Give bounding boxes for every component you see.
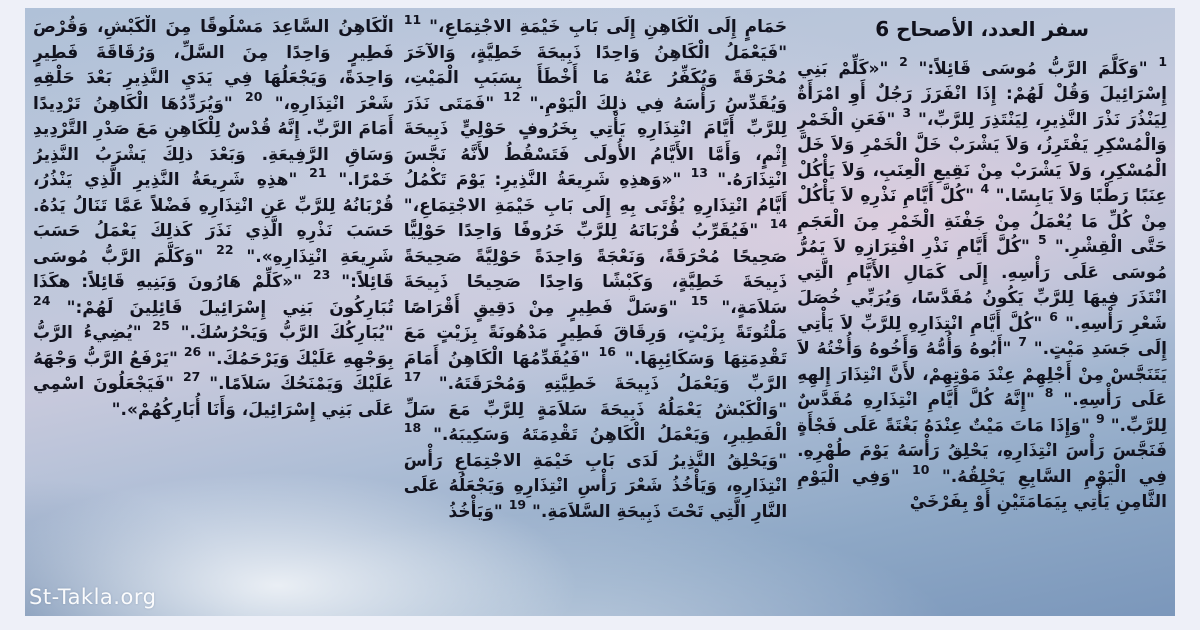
verse-number: 21 [309,165,327,181]
verse-number: 8 [1044,385,1054,401]
verses-left: الْكَاهِنُ السَّاعِدَ مَسْلُوقًا مِنَ الْكَبْشِ، وَقُرْصَ فَطِيرٍ وَاحِدًا مِنَ السَّلِّ، وَرُقَاقَةَ فَطِيرٍ وَاحِدَةً، وَيَجْعَلُهَا فِي يَدَيِ النَّذِيرِ بَعْدَ حَلْقِهِ شَعْرَ انْتِذَارِهِ،" $^{20}$ "وَيُرَدِّدُهَا الْكَاهِنُ تَرْدِيدًا أَمَامَ الرَّبِّ. إِنَّهُ قُدْسٌ لِلْكَاهِنِ مَعَ صَدْرِ التَّرْدِيدِ وَسَاقِ الرَّفِيعَةِ. وَبَعْدَ ذلِكَ يَشْرَبُ النَّذِيرُ خَمْرًا." $^{21}$ "هذِهِ شَرِيعَةُ النَّذِيرِ الَّذِي يَنْذُرُ، قُرْبَانُهُ لِلرَّبِّ عَنِ انْتِذَارِهِ فَضْلاً عَمَّا تَنَالُ يَدُهُ. حَسَبَ نَذْرِهِ الَّذِي نَذَرَ كَذلِكَ يَعْمَلُ حَسَبَ شَرِيعَةِ انْتِذَارِهِ»." $^{22}$ "وَكَلَّمَ الرَّبُّ مُوسَى قَائِلاً:" $^{23}$ "«كَلِّمْ هَارُونَ وَبَنِيهِ قَائِلاً: هكَذَا تُبَارِكُونَ بَنِي إِسْرَائِيلَ قَائِلِينَ لَهُمْ:" $^{24}$ "يُبَارِكُكَ الرَّبُّ وَيَحْرُسُكَ." $^{25}$ "يُضِيءُ الرَّبُّ بِوَجْهِهِ عَلَيْكَ وَيَرْحَمُكَ." $^{26}$ "يَرْفَعُ الرَّبُّ وَجْهَهُ عَلَيْكَ وَيَمْنَحُكَ سَلاَمًا." $^{27}$ "فَيَجْعَلُونَ اسْمِي عَلَى بَنِي إِسْرَائِيلَ، وَأَنَا أُبَارِكُهُمْ»." [33,17,394,420]
verse-number: 15 [690,292,709,308]
verse-number: 1 [1158,53,1167,69]
verse-number: 24 [33,292,51,308]
verse-number: 6 [1049,308,1058,324]
verse-number: 10 [912,461,930,477]
verse-number: 11 [403,15,422,28]
text-column-middle [404,15,787,606]
verse-number: 20 [245,88,263,104]
verse-number: 16 [598,343,616,359]
verse-number: 14 [769,216,788,232]
verse-number: 19 [508,496,527,512]
verses-middle: حَمَامٍ إِلَى الْكَاهِنِ إِلَى بَابِ خَيْمَةِ الاجْتِمَاعِ،" $^{11}$ "فَيَعْمَلُ الْكَاهِنُ وَاحِدًا ذَبِيحَةَ خَطِيَّةٍ، وَالآخَرَ مُحْرَقَةً وَيُكَفِّرُ عَنْهُ مَا أَخْطَأَ بِسَبَبِ الْمَيْتِ، وَيُقَدِّسُ رَأْسَهُ فِي ذلِكَ الْيَوْمِ." $^{12}$ "فَمَتَى نَذَرَ لِلرَّبِّ أَيَّامَ انْتِذَارِهِ يَأْتِي بِخَرُوفٍ حَوْلِيٍّ ذَبِيحَةَ إِثْمٍ، وَأَمَّا الأَيَّامُ الأُولَى فَتَسْقُطُ لأَنَّهُ نَجَّسَ انْتِذَارَهُ." $^{13}$ "«وَهذِهِ شَرِيعَةُ النَّذِيرِ: يَوْمَ تَكْمُلُ أَيَّامُ انْتِذَارِهِ يُؤْتَى بِهِ إِلَى بَابِ خَيْمَةِ الاجْتِمَاعِ،" $^{14}$ "فَيُقَرِّبُ قُرْبَانَهُ لِلرَّبِّ خَرُوفًا وَاحِدًا حَوْلِيًّا صَحِيحًا مُحْرَقَةً، وَنَعْجَةً وَاحِدَةً حَوْلِيَّةً صَحِيحَةً ذَبِيحَةَ خَطِيَّةٍ، وَكَبْشًا وَاحِدًا صَحِيحًا ذَبِيحَةَ سَلاَمَةٍ،" $^{15}$ "وَسَلَّ فَطِيرٍ مِنْ دَقِيقٍ أَقْرَاصًا مَلْتُوتَةً بِزَيْتٍ، وَرِقَاقَ فَطِيرٍ مَدْهُونَةً بِزَيْتٍ مَعَ تَقْدِمَتِهَا وَسَكَائِبِهَا." $^{16}$ "فَيُقَدِّمُهَا الْكَاهِنُ أَمَامَ الرَّبِّ وَيَعْمَلُ ذَبِيحَةَ خَطِيَّتِهِ وَمُحْرَقَتَهُ." $^{17}$ "وَالْكَبْشُ يَعْمَلُهُ ذَبِيحَةَ سَلاَمَةٍ لِلرَّبِّ مَعَ سَلِّ الْفَطِيرِ، وَيَعْمَلُ الْكَاهِنُ تَقْدِمَتَهُ وَسَكِيبَهُ." $^{18}$ "وَيَحْلِقُ النَّذِيرُ لَدَى بَابِ خَيْمَةِ الاجْتِمَاعِ رَأْسَ انْتِذَارِهِ، وَيَأْخُذُ شَعْرَ رَأْسِ انْتِذَارِهِ وَيَجْعَلُهُ عَلَى النَّارِ الَّتِي تَحْتَ ذَبِيحَةِ السَّلاَمَةِ." $^{19}$ "وَيَأْخُذُ [404,15,787,525]
verse-number: 2 [899,53,908,69]
verse-number: 13 [690,165,709,181]
verse-number: 9 [1095,410,1105,426]
verse-number: 7 [1018,334,1027,350]
verse-number: 5 [1038,232,1047,248]
verse-number: 17 [403,369,422,385]
verse-number: 3 [902,104,912,120]
verse-number: 26 [183,343,202,359]
verses-right: $^1$ "وَكَلَّمَ الرَّبُّ مُوسَى قَائِلاً:" $^2$ "«كَلِّمْ بَنِي إِسْرَائِيلَ وَقُلْ لَهُمْ: إِذَا انْفَرَزَ رَجُلٌ أَوِ امْرَأَةٌ لِيَنْذُرَ نَذْرَ النَّذِيرِ، لِيَنْتَذِرَ لِلرَّبِّ،" $^3$ "فَعَنِ الْخَمْرِ وَالْمُسْكِرِ يَفْتَرِزُ، وَلاَ يَشْرَبْ خَلَّ الْخَمْرِ وَلاَ خَلَّ الْمُسْكِرِ، وَلاَ يَشْرَبْ مِنْ نَقِيعِ الْعِنَبِ، وَلاَ يَأْكُلْ عِنَبًا رَطْبًا وَلاَ يَابِسًا." $^4$ "كُلَّ أَيَّامِ نَذْرِهِ لاَ يَأْكُلْ مِنْ كُلِّ مَا يُعْمَلُ مِنْ جَفْنَةِ الْخَمْرِ مِنَ الْعَجَمِ حَتَّى الْقِشْرِ." $^5$ "كُلَّ أَيَّامِ نَذْرِ افْتِرَازِهِ لاَ يَمُرُّ مُوسَى عَلَى رَأْسِهِ. إِلَى كَمَالِ الأَيَّامِ الَّتِي انْتَذَرَ فِيهَا لِلرَّبِّ يَكُونُ مُقَدَّسًا، وَيُرَبِّي خُصَلَ شَعْرِ رَأْسِهِ." $^6$ "كُلَّ أَيَّامِ انْتِذَارِهِ لِلرَّبِّ لاَ يَأْتِي إِلَى جَسَدِ مَيْتٍ." $^7$ "أَبُوهُ وَأُمُّهُ وَأَخُوهُ وَأُخْتُهُ لاَ يَتَنَجَّسْ مِنْ أَجْلِهِمْ عِنْدَ مَوْتِهِمْ، لأَنَّ انْتِذَارَ إِلهِهِ عَلَى رَأْسِهِ." $^8$ "إِنَّهُ كُلَّ أَيَّامِ انْتِذَارِهِ مُقَدَّسٌ لِلرَّبِّ." $^9$ "وَإِذَا مَاتَ مَيْتٌ عِنْدَهُ بَغْتَةً عَلَى فَجْأَةٍ فَنَجَّسَ رَأْسَ انْتِذَارِهِ، يَحْلِقُ رَأْسَهُ يَوْمَ طُهْرِهِ. فِي الْيَوْمِ السَّابِعِ يَحْلِقُهُ." $^{10}$ "وَفِي الْيَوْمِ الثَّامِنِ يَأْتِي بِيَمَامَتَيْنِ أَوْ بِفَرْخَيْ [797,53,1167,512]
chapter-title: سفر العدد، الأصحاح 6 [875,17,1089,41]
scripture-columns [25,8,1175,616]
verse-number: 12 [503,88,521,104]
text-column-left [33,15,394,606]
verse-number: 25 [152,318,170,334]
text-column-right [797,15,1167,606]
verse-number: 22 [216,241,234,257]
sky-photo-panel [25,8,1175,616]
verse-number: 23 [312,267,331,283]
verse-number: 4 [980,181,990,197]
verse-number: 27 [182,369,201,385]
verse-number: 18 [403,420,422,436]
watermark-logo: St-Takla.org [29,585,157,609]
